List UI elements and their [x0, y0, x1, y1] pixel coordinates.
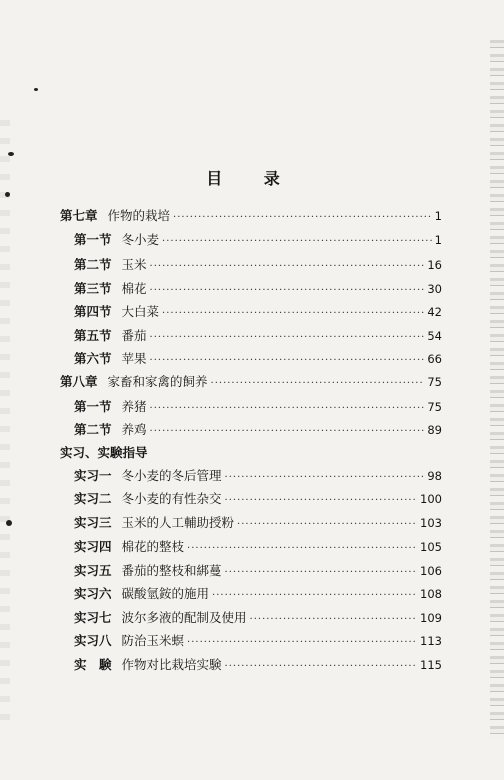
toc-label: 实习三 [74, 515, 112, 530]
toc-label: 第八章 [60, 374, 98, 389]
toc-leader-dots [250, 611, 418, 629]
toc-text: 冬小麦的冬后管理 [121, 468, 222, 483]
toc-leader-dots [173, 209, 432, 227]
scan-speck [6, 520, 12, 526]
toc-leader-dots [225, 658, 418, 676]
toc-text: 作物的栽培 [107, 208, 171, 223]
toc-section-row [74, 350, 442, 368]
toc-leader-dots [162, 305, 424, 323]
toc-chapter-row [60, 373, 442, 391]
toc-text: 玉米的人工輔助授粉 [121, 515, 235, 530]
toc-page-number: 109 [420, 611, 442, 625]
toc-page-number: 108 [420, 587, 442, 601]
toc-label: 实习六 [74, 586, 112, 601]
toc-label: 第一节 [74, 399, 112, 414]
toc-page-number: 105 [420, 540, 442, 554]
toc-label: 实 験 [74, 657, 112, 672]
toc-section-row [74, 303, 442, 321]
toc-label: 实习八 [74, 633, 112, 648]
toc-page-number: 75 [427, 375, 442, 389]
toc-label: 第四节 [74, 304, 112, 319]
toc-section-row [74, 421, 442, 439]
toc-text: 养猪 [121, 399, 147, 414]
toc-leader-dots [150, 423, 425, 441]
toc-text: 冬小麦的有性杂交 [121, 491, 222, 506]
toc-label: 实习一 [74, 468, 112, 483]
toc-section-row [74, 256, 442, 274]
toc-page-number: 89 [427, 423, 442, 437]
toc-practice-row [74, 562, 442, 580]
toc-leader-dots [187, 540, 417, 558]
toc-leader-dots [225, 492, 418, 510]
toc-practice-row [74, 514, 442, 532]
toc-page-number: 42 [427, 305, 442, 319]
toc-page-number: 66 [427, 352, 442, 366]
toc-practice-row [74, 538, 442, 556]
toc-leader-dots [225, 469, 425, 487]
toc-page-number: 115 [420, 658, 442, 672]
toc-practice-row [74, 656, 442, 674]
toc-leader-dots [150, 400, 425, 418]
toc-label: 第三节 [74, 281, 112, 296]
toc-page-number: 30 [427, 282, 442, 296]
toc-label: 实习二 [74, 491, 112, 506]
toc-page-number: 1 [434, 209, 442, 223]
page-title: 目 录 [206, 169, 298, 188]
toc-label: 实习七 [74, 610, 112, 625]
toc-page-number: 54 [427, 329, 442, 343]
toc-leader-dots [150, 352, 425, 370]
toc-text: 苹果 [121, 351, 147, 366]
toc-text: 番茄的整枝和綁蔓 [121, 563, 222, 578]
toc-text: 棉花的整枝 [121, 539, 185, 554]
toc-leader-dots [150, 258, 425, 276]
toc-leader-dots [225, 564, 418, 582]
toc-leader-dots [211, 375, 425, 393]
practice-section-heading: 实习、实験指导 [60, 445, 148, 460]
page-edge-shadow-left [0, 120, 10, 720]
toc-text: 养鸡 [121, 422, 147, 437]
toc-text: 冬小麦 [121, 232, 160, 247]
toc-leader-dots [162, 233, 432, 251]
toc-label: 第五节 [74, 328, 112, 343]
toc-section-row [74, 280, 442, 298]
toc-leader-dots [150, 329, 425, 347]
toc-label: 第二节 [74, 257, 112, 272]
toc-text: 大白菜 [121, 304, 160, 319]
scan-speck [34, 88, 38, 91]
toc-leader-dots [212, 587, 417, 605]
toc-label: 第六节 [74, 351, 112, 366]
toc-text: 家畜和家禽的飼养 [107, 374, 208, 389]
toc-page-number: 16 [427, 258, 442, 272]
toc-practice-row [74, 467, 442, 485]
toc-label: 第七章 [60, 208, 98, 223]
toc-section-row [74, 231, 442, 249]
toc-section-row [74, 327, 442, 345]
toc-leader-dots [150, 282, 425, 300]
toc-page-number: 100 [420, 492, 442, 506]
toc-page-number: 75 [427, 400, 442, 414]
toc-page-number: 1 [434, 233, 442, 247]
toc-practice-row [74, 609, 442, 627]
toc-text: 作物对比栽培实験 [121, 657, 222, 672]
toc-page-number: 113 [420, 634, 442, 648]
toc-text: 防治玉米螟 [121, 633, 185, 648]
toc-chapter-row [60, 207, 442, 225]
toc-leader-dots [237, 516, 417, 534]
toc-leader-dots [187, 634, 417, 652]
toc-practice-row [74, 585, 442, 603]
toc-text: 棉花 [121, 281, 147, 296]
toc-page-number: 103 [420, 516, 442, 530]
toc-label: 实习五 [74, 563, 112, 578]
toc-label: 第一节 [74, 232, 112, 247]
page-edge-shadow-right [490, 40, 504, 740]
toc-text: 玉米 [121, 257, 147, 272]
toc-text: 碳酸氫銨的施用 [121, 586, 210, 601]
toc-section-row [74, 398, 442, 416]
toc-page-number: 106 [420, 564, 442, 578]
toc-page-number: 98 [427, 469, 442, 483]
scan-speck [5, 192, 10, 197]
toc-label: 实习四 [74, 539, 112, 554]
scan-speck [8, 152, 14, 156]
toc-practice-row [74, 490, 442, 508]
toc-practice-row [74, 632, 442, 650]
toc-text: 番茄 [121, 328, 147, 343]
toc-text: 波尔多液的配制及使用 [121, 610, 247, 625]
toc-label: 第二节 [74, 422, 112, 437]
